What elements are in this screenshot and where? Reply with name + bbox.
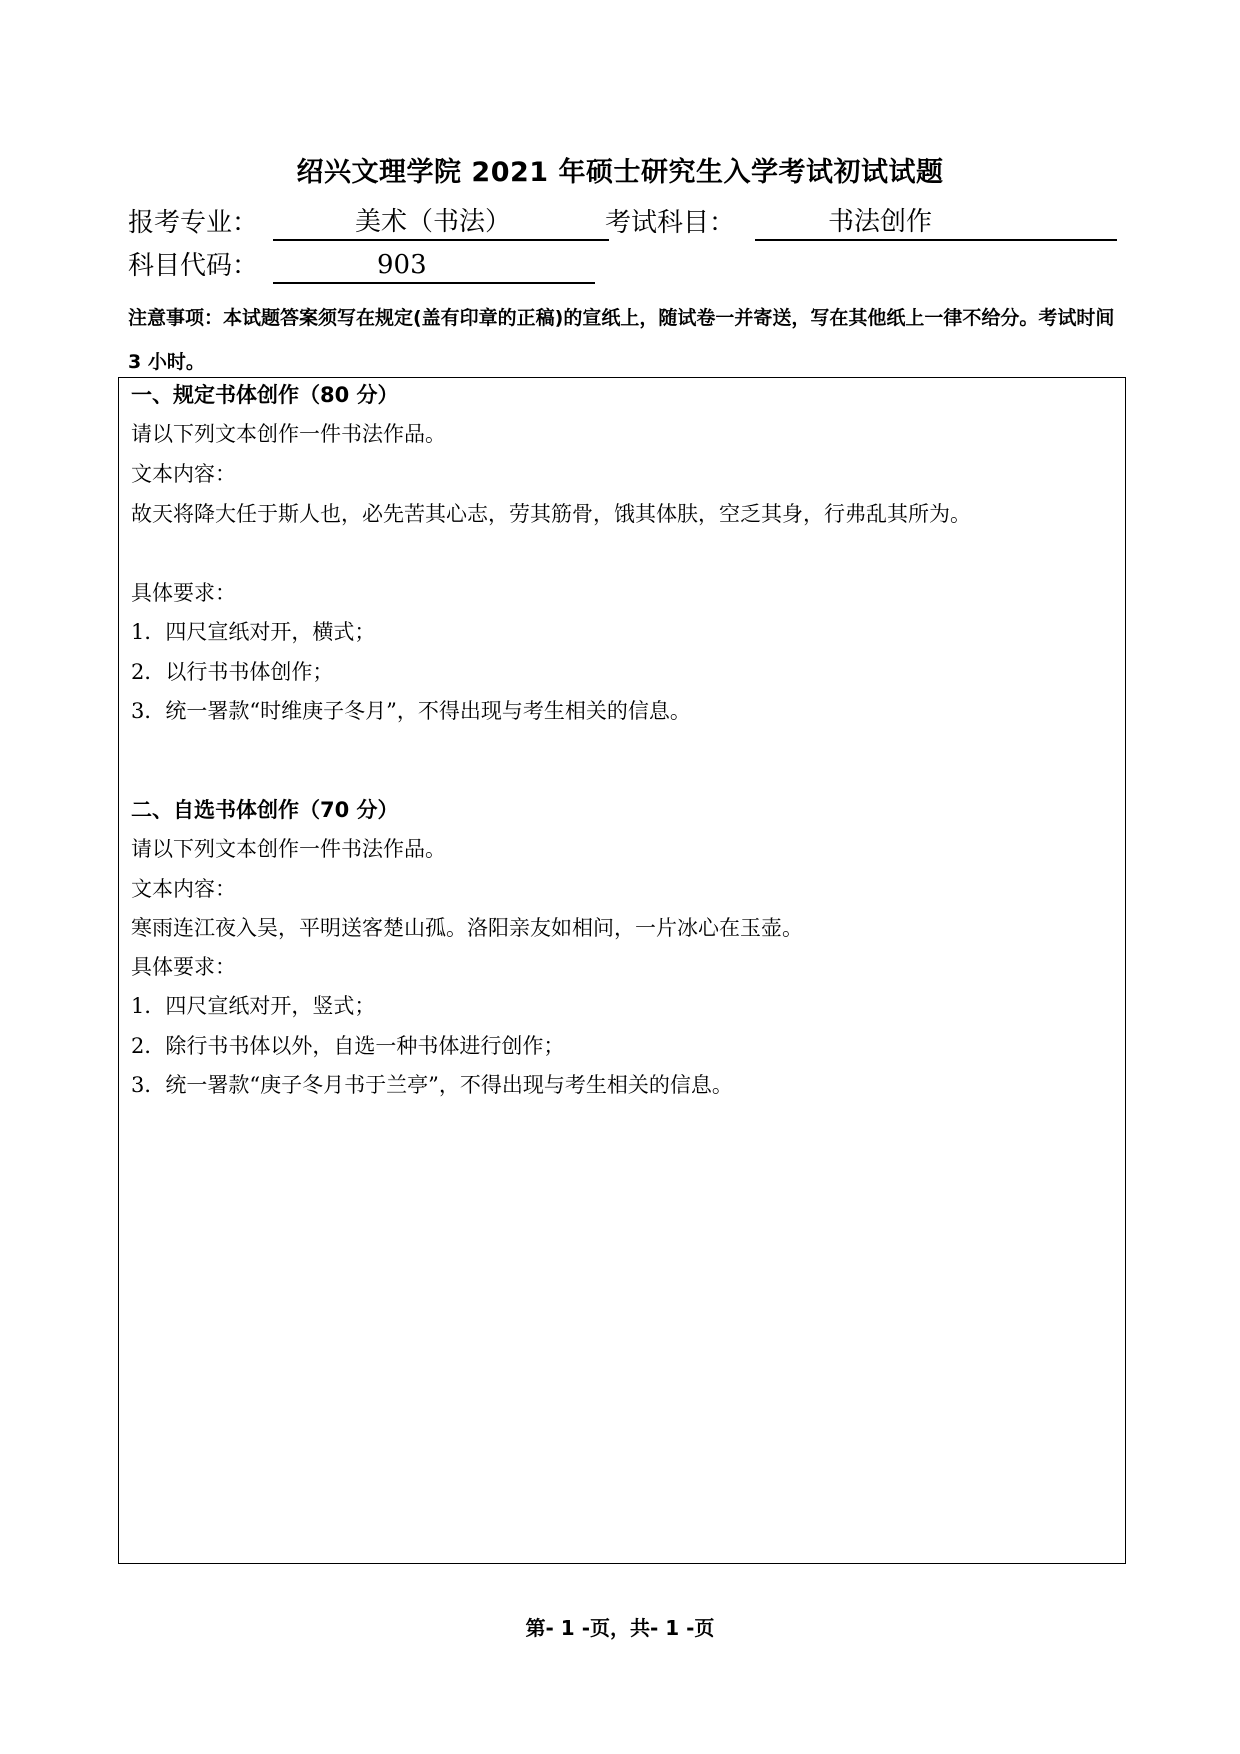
major-label: 报考专业： — [128, 208, 259, 238]
page-footer: 第- 1 -页，共- 1 -页 — [525, 1616, 715, 1640]
major-field — [273, 205, 609, 241]
section1-instruction: 请以下列文本创作一件书法作品。 — [131, 422, 446, 446]
section2-req-label: 具体要求： — [131, 955, 236, 979]
major-value: 美术（书法） — [355, 207, 512, 237]
section2-text: 寒雨连江夜入吴，平明送客楚山孤。洛阳亲友如相问，一片冰心在玉壶。 — [131, 916, 803, 940]
notice: 注意事项：本试题答案须写在规定(盖有印章的正稿)的宣纸上，随试卷一并寄送，写在其他纸上一律不给分。考试时间 3 小时。 — [128, 307, 1115, 373]
code-label: 科目代码： — [128, 251, 259, 281]
section2-heading: 二、自选书体创作（70 分） — [131, 798, 399, 822]
section2-req-2: 2．除行书书体以外，自选一种书体进行创作； — [131, 1034, 565, 1058]
section2-instruction: 请以下列文本创作一件书法作品。 — [131, 837, 446, 861]
section1-heading: 一、规定书体创作（80 分） — [131, 383, 399, 407]
section1-req-1: 1．四尺宣纸对开，横式； — [131, 620, 376, 644]
section1-text: 故天将降大任于斯人也，必先苦其心志，劳其筋骨，饿其体肤，空乏其身，行弗乱其所为。 — [131, 502, 971, 526]
subject-value: 书法创作 — [828, 207, 933, 237]
subject-field — [755, 205, 1117, 241]
code-field — [273, 248, 595, 284]
subject-label: 考试科目： — [605, 208, 736, 238]
section2-req-3: 3．统一署款“庚子冬月书于兰亭”，不得出现与考生相关的信息。 — [131, 1073, 733, 1097]
section2-text-label: 文本内容： — [131, 877, 236, 901]
answer-box — [118, 377, 1126, 1564]
code-value: 903 — [377, 250, 427, 280]
exam-title: 绍兴文理学院 2021 年硕士研究生入学考试初试试题 — [296, 157, 944, 188]
section1-req-2: 2．以行书书体创作； — [131, 660, 334, 684]
section1-req-label: 具体要求： — [131, 581, 236, 605]
section1-req-3: 3．统一署款“时维庚子冬月”，不得出现与考生相关的信息。 — [131, 699, 691, 723]
section2-req-1: 1．四尺宣纸对开，竖式； — [131, 994, 376, 1018]
section1-text-label: 文本内容： — [131, 462, 236, 486]
